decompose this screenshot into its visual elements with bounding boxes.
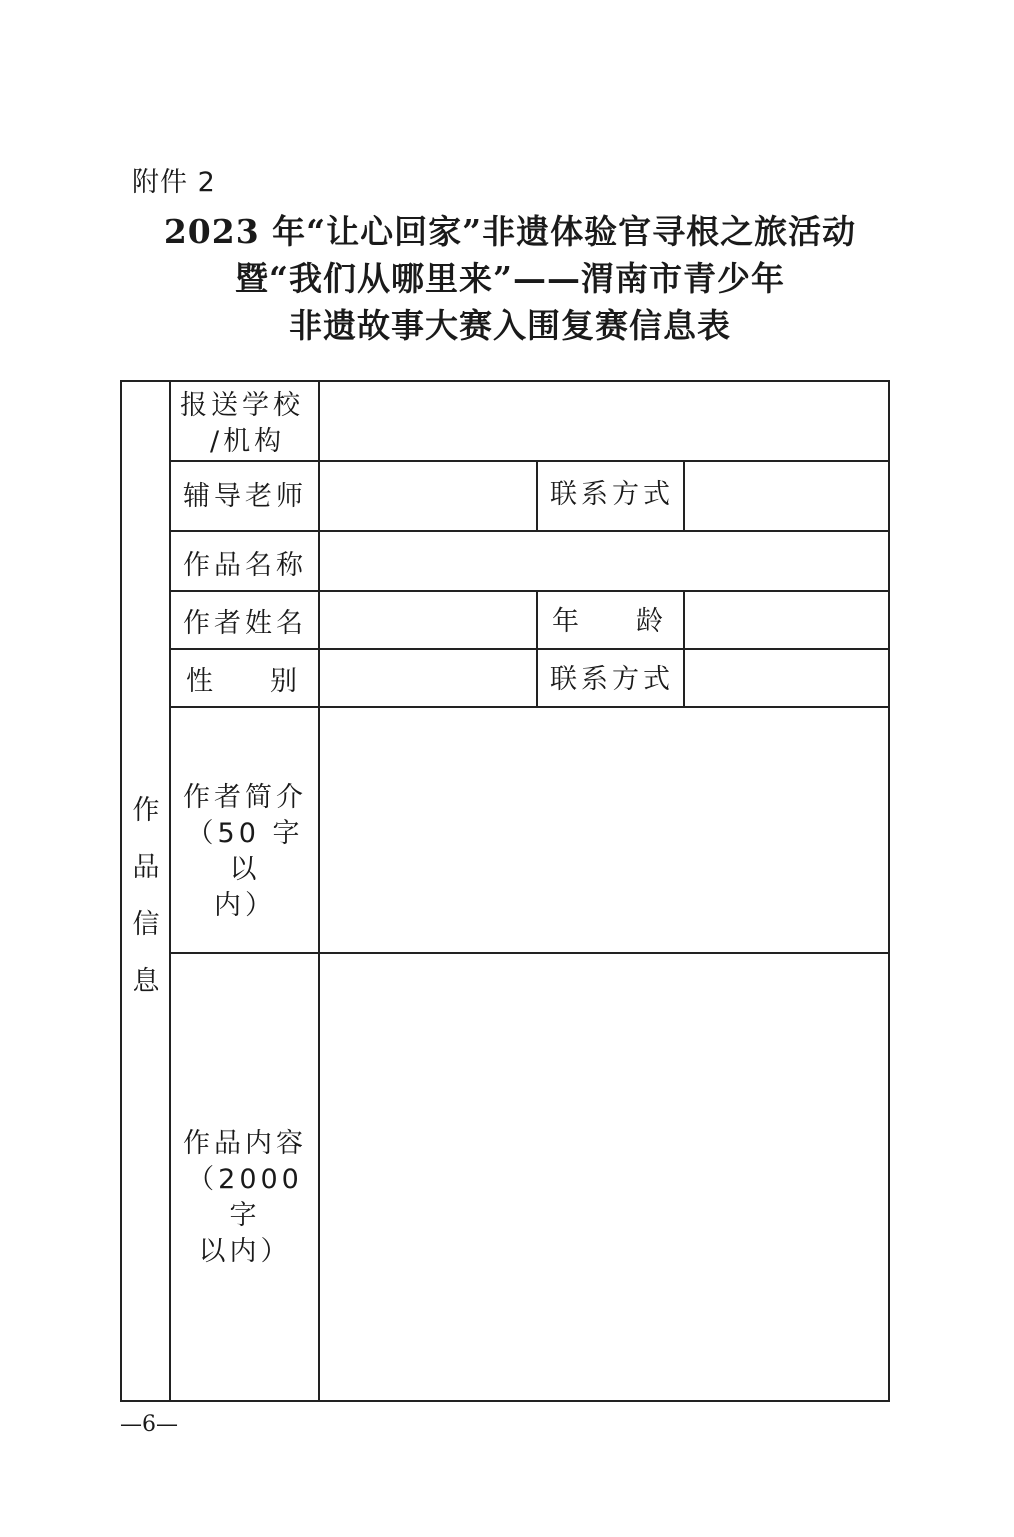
- school-label-line-1: 报送学校: [180, 390, 304, 421]
- gender-input[interactable]: [320, 650, 536, 706]
- info-form-table: [120, 380, 890, 1402]
- work-name-input[interactable]: [320, 532, 890, 590]
- teacher-input[interactable]: [320, 462, 536, 530]
- content-label-line-2: （2000 字: [187, 1164, 303, 1231]
- intro-label-line-2: （50 字以: [186, 818, 304, 885]
- content-label-line-3: 以内）: [198, 1236, 292, 1267]
- intro-label-line-3: 内）: [214, 890, 276, 921]
- work-info-group-label: [122, 782, 170, 1010]
- content-label-line-1: 作品内容: [183, 1128, 307, 1159]
- author-intro-textarea[interactable]: [320, 708, 890, 952]
- school-label: [180, 388, 310, 460]
- teacher-contact-input[interactable]: [685, 462, 890, 530]
- contact-label-2: 联系方式: [550, 664, 674, 695]
- work-name-label: 作品名称: [183, 550, 307, 581]
- age-label-a: 年: [552, 606, 583, 637]
- gender-label-a: 性: [186, 666, 217, 697]
- age-label: [552, 604, 667, 640]
- grid-line: [536, 460, 538, 530]
- work-content-label: [180, 1126, 310, 1270]
- group-label-char: 息: [132, 966, 160, 997]
- title-line-2: 暨“我们从哪里来”——渭南市青少年: [235, 259, 785, 298]
- author-name-label: 作者姓名: [183, 608, 307, 639]
- author-intro-label: [180, 780, 310, 924]
- attachment-label: 附件 2: [132, 167, 216, 198]
- author-name-input[interactable]: [320, 592, 536, 648]
- gender-label: [186, 664, 301, 700]
- teacher-label: 辅导老师: [183, 481, 307, 512]
- school-label-line-2: /机构: [210, 426, 286, 457]
- school-input[interactable]: [320, 382, 890, 460]
- group-label-char: 品: [132, 852, 160, 883]
- group-label-char: 信: [132, 909, 160, 940]
- author-contact-input[interactable]: [685, 650, 890, 706]
- gender-label-b: 别: [270, 666, 301, 697]
- intro-label-line-1: 作者简介: [183, 782, 307, 813]
- group-label-char: 作: [132, 795, 160, 826]
- page-number: —6—: [120, 1412, 178, 1437]
- title-line-1: 2023 年“让心回家”非遗体验官寻根之旅活动: [163, 212, 857, 251]
- title-line-3: 非遗故事大赛入围复赛信息表: [289, 306, 731, 345]
- work-content-textarea[interactable]: [320, 954, 890, 1402]
- age-label-b: 龄: [636, 606, 667, 637]
- contact-label-1: 联系方式: [550, 479, 674, 510]
- age-input[interactable]: [685, 592, 890, 648]
